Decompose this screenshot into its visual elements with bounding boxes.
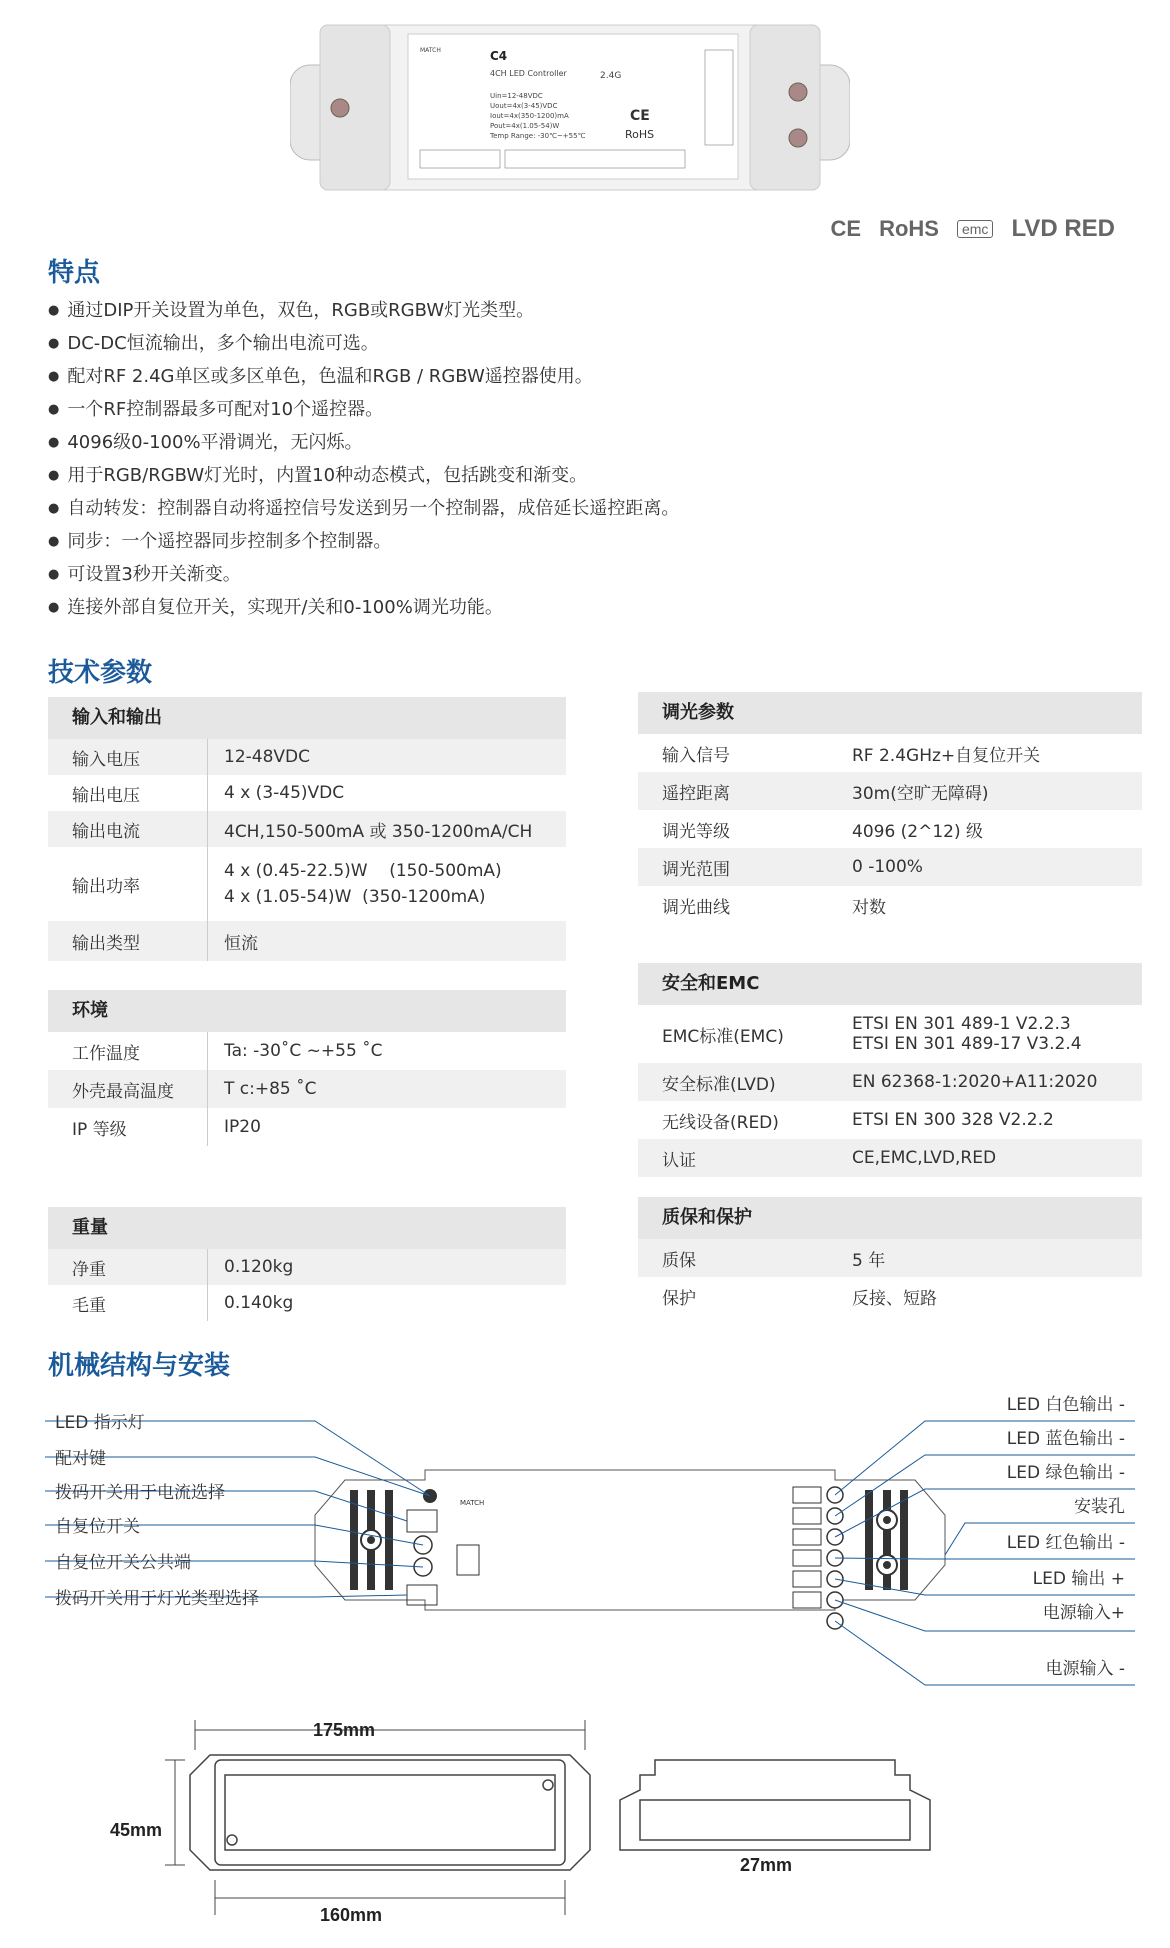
- wiring-diagram: [45, 1395, 1135, 1735]
- row-value: 4096 (2^12) 级: [852, 821, 984, 842]
- rohs-mark: RoHS: [879, 216, 939, 241]
- table-row: [638, 886, 1142, 924]
- row-value: 4 x (1.05-54)W (350-1200mA): [224, 887, 486, 907]
- product-name: 4CH LED Controller: [490, 69, 567, 78]
- product-freq: 2.4G: [600, 71, 622, 81]
- table-row: [48, 1285, 566, 1321]
- product-spec: Uout=4x(3-45)VDC: [490, 102, 558, 110]
- product-spec: Temp Range: -30℃~+55℃: [490, 132, 586, 140]
- row-key: 输出类型: [48, 921, 208, 961]
- mech-title: 机械结构与安装: [48, 1351, 231, 1381]
- certification-marks: [831, 215, 1115, 243]
- table-row: [48, 739, 566, 775]
- dim-total-width: 175mm: [313, 1720, 376, 1740]
- dimming-table: [638, 692, 1142, 924]
- table-row: [48, 921, 566, 961]
- row-value: ETSI EN 301 489-17 V3.2.4: [852, 1034, 1082, 1054]
- row-key: 输入电压: [48, 739, 208, 775]
- row-value: IP20: [224, 1117, 261, 1137]
- row-key: 工作温度: [48, 1032, 208, 1070]
- feature-item: ● 一个RF控制器最多可配对10个遥控器。: [48, 394, 679, 427]
- label-push-common: 自复位开关公共端: [55, 1553, 191, 1573]
- feature-item: ● DC-DC恒流输出，多个输出电流可选。: [48, 328, 679, 361]
- tech-title: 技术参数: [48, 658, 153, 688]
- row-value: CE,EMC,LVD,RED: [852, 1148, 997, 1168]
- row-key: 净重: [48, 1249, 208, 1285]
- row-value: EN 62368-1:2020+A11:2020: [852, 1072, 1098, 1092]
- feature-item: ● 通过DIP开关设置为单色，双色，RGB或RGBW灯光类型。: [48, 295, 679, 328]
- row-key: 安全标准(LVD): [662, 1074, 776, 1095]
- dim-height: 45mm: [110, 1820, 163, 1840]
- row-key: 输出电压: [48, 775, 208, 811]
- feature-item: ● 用于RGB/RGBW灯光时，内置10种动态模式，包括跳变和渐变。: [48, 460, 679, 493]
- row-value: 4 x (3-45)VDC: [224, 783, 345, 803]
- product-spec: Pout=4x(1.05-54)W: [490, 122, 560, 130]
- feature-item: ● 同步：一个遥控器同步控制多个控制器。: [48, 526, 679, 559]
- product-rohs-mark: RoHS: [625, 128, 655, 141]
- label-power-plus: 电源输入+: [1042, 1603, 1125, 1623]
- product-image: [290, 20, 850, 195]
- label-current-dip: 拨码开关用于电流选择: [55, 1483, 225, 1503]
- label-pair-key: 配对键: [55, 1449, 106, 1469]
- row-value: 5 年: [852, 1250, 886, 1271]
- row-key: IP 等级: [48, 1108, 208, 1146]
- table-row: [638, 1277, 1142, 1315]
- io-table: [48, 697, 566, 961]
- label-led-indicator: LED 指示灯: [55, 1413, 145, 1433]
- row-key: 调光曲线: [662, 897, 730, 918]
- table-row: [638, 772, 1142, 810]
- table-row: [48, 1108, 566, 1146]
- feature-item: ● 自动转发：控制器自动将遥控信号发送到另一个控制器，成倍延长遥控距离。: [48, 493, 679, 526]
- row-key: 输入信号: [662, 745, 730, 766]
- ce-mark: CE: [830, 216, 862, 241]
- row-key: 毛重: [48, 1285, 208, 1321]
- environment-table: [48, 990, 566, 1146]
- feature-item: ● 4096级0-100%平滑调光，无闪烁。: [48, 427, 679, 460]
- table-row: [638, 1063, 1142, 1101]
- feature-item: ● 连接外部自复位开关，实现开/关和0-100%调光功能。: [48, 592, 679, 625]
- product-spec: Uin=12-48VDC: [490, 92, 543, 100]
- row-value: 反接、短路: [852, 1288, 937, 1309]
- row-value: Ta: -30˚C ~+55 ˚C: [224, 1041, 383, 1061]
- row-key: 外壳最高温度: [48, 1070, 208, 1108]
- table-row: [638, 1005, 1142, 1063]
- table-row: [48, 847, 566, 921]
- row-value: 0 -100%: [852, 857, 923, 877]
- dimension-drawing: [100, 1720, 1100, 1930]
- dim-inner-width: 160mm: [320, 1905, 383, 1925]
- label-push-switch: 自复位开关: [55, 1517, 140, 1537]
- safety-header: 安全和EMC: [638, 963, 1142, 1005]
- feature-item: ● 配对RF 2.4G单区或多区单色，色温和RGB / RGBW遥控器使用。: [48, 361, 679, 394]
- row-key: 调光范围: [662, 859, 730, 880]
- row-value: 12-48VDC: [224, 747, 310, 767]
- lvd-red-mark: LVD RED: [1011, 215, 1115, 242]
- label-led-plus: LED 输出 +: [1032, 1569, 1125, 1589]
- table-row: [48, 1032, 566, 1070]
- label-red-out: LED 红色输出 -: [1006, 1533, 1125, 1553]
- row-key: 遥控距离: [662, 783, 730, 804]
- row-key: 保护: [662, 1288, 696, 1309]
- label-light-type-dip: 拨码开关用于灯光类型选择: [55, 1589, 259, 1609]
- warranty-table: [638, 1197, 1142, 1315]
- weight-header: 重量: [48, 1207, 566, 1249]
- features-list: [48, 295, 679, 625]
- row-value: 0.140kg: [224, 1293, 294, 1313]
- feature-item: ● 可设置3秒开关渐变。: [48, 559, 679, 592]
- dim-depth: 27mm: [740, 1855, 793, 1875]
- row-value: 0.120kg: [224, 1257, 294, 1277]
- product-match-label: MATCH: [420, 47, 441, 54]
- io-header: 输入和输出: [48, 697, 566, 739]
- row-key: 质保: [662, 1250, 696, 1271]
- label-mount-hole: 安装孔: [1074, 1497, 1125, 1517]
- row-value: 4 x (0.45-22.5)W (150-500mA): [224, 861, 502, 881]
- warranty-header: 质保和保护: [638, 1197, 1142, 1239]
- row-key: 认证: [662, 1150, 696, 1171]
- product-model: C4: [490, 49, 508, 63]
- weight-table: [48, 1207, 566, 1321]
- row-value: 4CH,150-500mA 或 350-1200mA/CH: [224, 821, 533, 842]
- row-key: 无线设备(RED): [662, 1112, 779, 1133]
- product-spec: Iout=4x(350-1200)mA: [490, 112, 569, 120]
- label-white-out: LED 白色输出 -: [1006, 1395, 1125, 1415]
- row-value: ETSI EN 301 489-1 V2.2.3: [852, 1014, 1071, 1034]
- label-green-out: LED 绿色输出 -: [1006, 1463, 1125, 1483]
- row-key: EMC标准(EMC): [662, 1026, 784, 1047]
- table-row: [638, 734, 1142, 772]
- table-row: [638, 810, 1142, 848]
- label-blue-out: LED 蓝色输出 -: [1006, 1429, 1125, 1449]
- product-ce-mark: CE: [630, 108, 650, 124]
- features-title: 特点: [48, 258, 101, 288]
- table-row: [48, 1249, 566, 1285]
- table-row: [48, 1070, 566, 1108]
- label-power-minus: 电源输入 -: [1045, 1659, 1125, 1679]
- row-value: 恒流: [224, 933, 258, 954]
- safety-table: [638, 963, 1142, 1177]
- row-value: RF 2.4GHz+自复位开关: [852, 745, 1041, 766]
- emc-mark: emc: [957, 220, 993, 238]
- row-key: 输出电流: [48, 811, 208, 847]
- diagram-match-label: MATCH: [460, 1499, 485, 1507]
- env-header: 环境: [48, 990, 566, 1032]
- row-key: 调光等级: [662, 821, 730, 842]
- table-row: [638, 1239, 1142, 1277]
- table-row: [638, 1139, 1142, 1177]
- row-value: 对数: [852, 897, 886, 918]
- dim-header: 调光参数: [638, 692, 1142, 734]
- table-row: [638, 848, 1142, 886]
- table-row: [638, 1101, 1142, 1139]
- row-value: ETSI EN 300 328 V2.2.2: [852, 1110, 1054, 1130]
- row-value: 30m(空旷无障碍): [852, 783, 989, 804]
- table-row: [48, 775, 566, 811]
- row-value: T c:+85 ˚C: [224, 1079, 317, 1099]
- table-row: [48, 811, 566, 847]
- row-key: 输出功率: [48, 847, 208, 921]
